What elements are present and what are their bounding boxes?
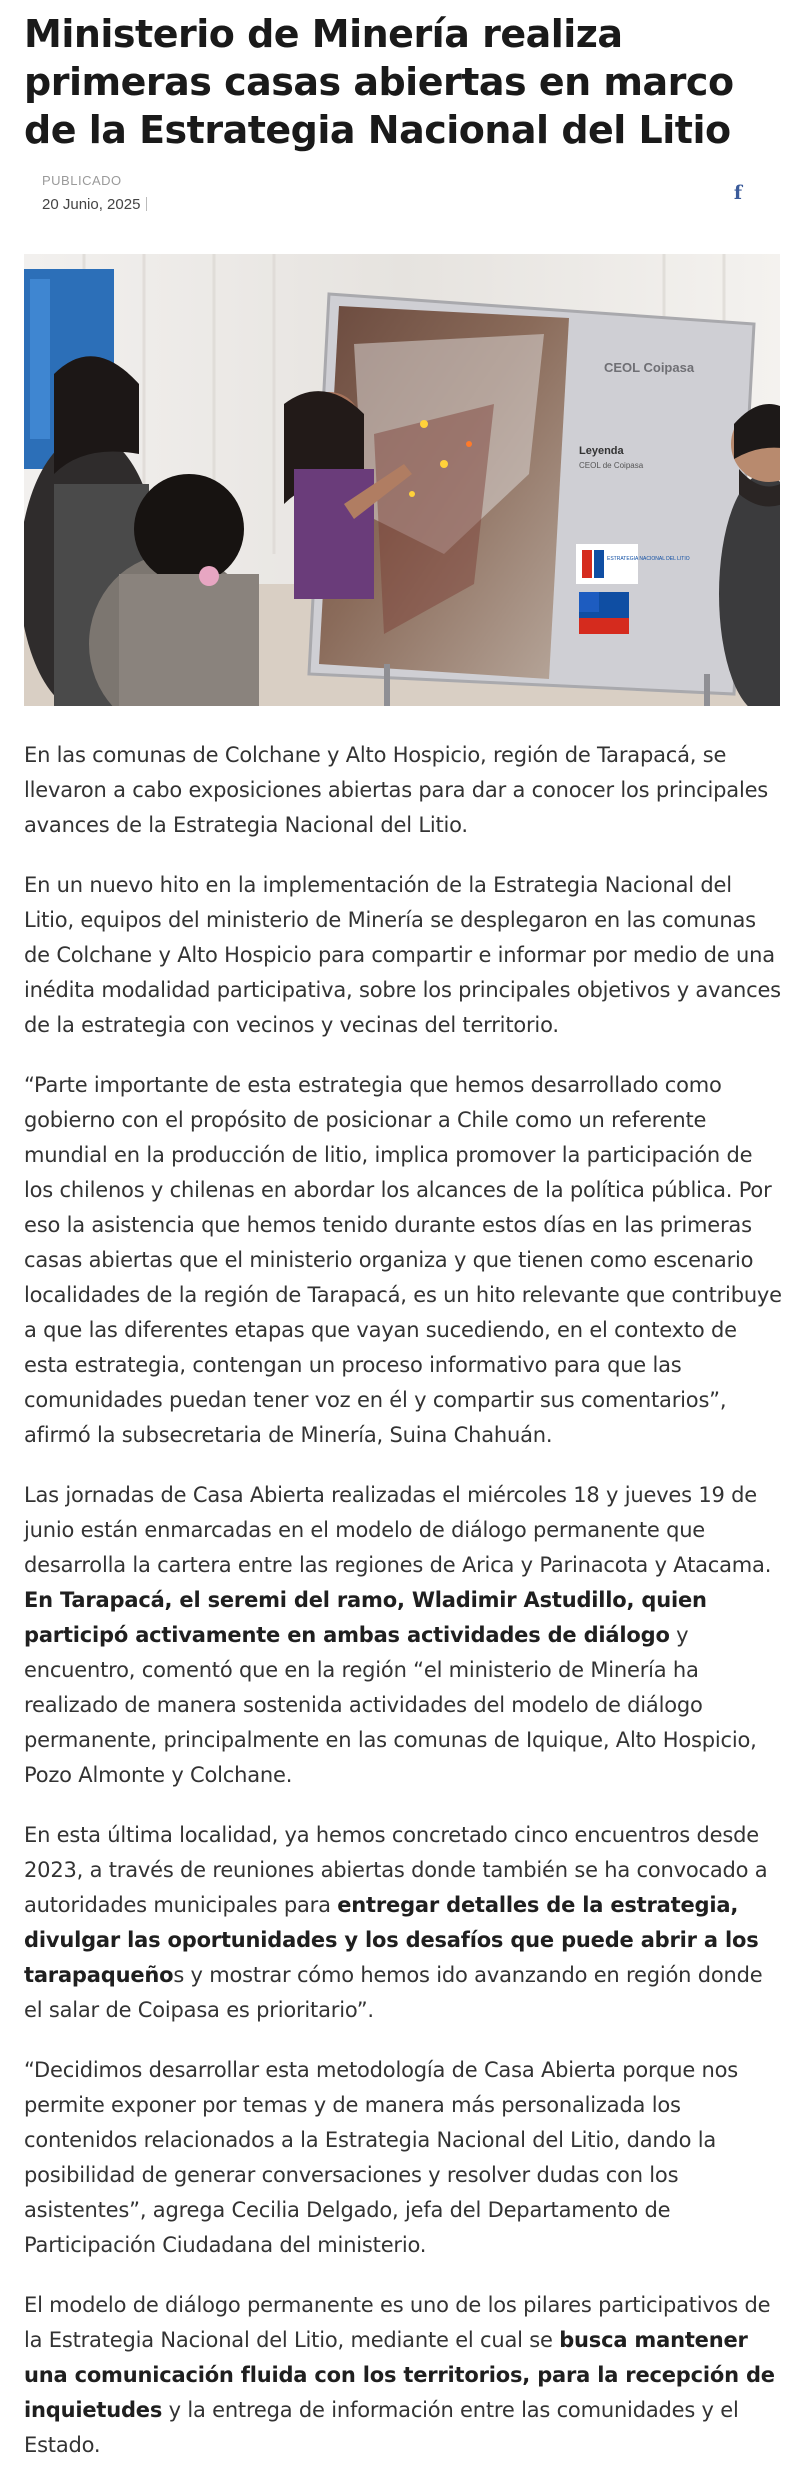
paragraph-4-text-c: y encuentro, comentó que en la región “el ministerio de Minería ha realizado de manera sostenida actividades del modelo de diálogo permanente, principalmente en las comunas de Iquique, Alto Hospicio, Pozo Almonte y Colchane.: [24, 1623, 757, 1787]
paragraph-5-bold: entregar detalles de la estrategia, divulgar las oportunidades y los desafíos que puede abrir a los tarapaqueño: [24, 1893, 759, 1987]
paragraph-4-bold: En Tarapacá, el seremi del ramo, Wladimir Astudillo, quien participó activamente en ambas actividades de diálogo: [24, 1588, 707, 1647]
article-title: Ministerio de Minería realiza primeras casas abiertas en marco de la Estrategia Nacional del Litio: [24, 12, 734, 152]
paragraph-1: En las comunas de Colchane y Alto Hospicio, región de Tarapacá, se llevaron a cabo exposiciones abiertas para dar a conocer los principales avances de la Estrategia Nacional del Litio.: [24, 743, 769, 837]
paragraph-6: “Decidimos desarrollar esta metodología de Casa Abierta porque nos permite exponer por temas y de manera más personalizada los contenidos relacionados a la Estrategia Nacional del Litio, dando la posibilidad de generar conversaciones y resolver dudas con los asistentes”, agrega Cecilia Delgado, jefa del Departamento de Participación Ciudadana del ministerio.: [24, 2058, 739, 2257]
published-label: PUBLICADO: [42, 173, 122, 188]
hero-image: [24, 254, 780, 706]
paragraph-3: “Parte importante de esta estrategia que hemos desarrollado como gobierno con el propósito de posicionar a Chile como un referente mundial en la producción de litio, implica promover la participación de los chilenos y chilenas en abordar los alcances de la política pública. Por eso la asistencia que hemos tenido durante estos días en las primeras casas abiertas que el ministerio organiza y que tienen como escenario localidades de la región de Tarapacá, es un hito relevante que contribuye a que las diferentes etapas que vayan sucediendo, en el contexto de esta estrategia, contengan un proceso informativo para que las comunidades puedan tener voz en él y compartir sus comentarios”, afirmó la subsecretaria de Minería, Suina Chahuán.: [24, 1073, 782, 1447]
paragraph-4-text-a: Las jornadas de Casa Abierta realizadas el miércoles 18 y jueves 19 de junio están enmarcadas en el modelo de diálogo permanente que desarrolla la cartera entre las regiones de Arica y Parinacota y Atacama.: [24, 1483, 772, 1577]
published-date: 20 Junio, 2025: [42, 196, 141, 213]
facebook-icon: f: [733, 182, 743, 204]
board-title-text: CEOL Coipasa: [604, 360, 695, 375]
legend-item-text: CEOL de Coipasa: [579, 461, 644, 470]
paragraph-5-text-a: En esta última localidad, ya hemos concretado cinco encuentros desde 2023, a través de reuniones abiertas donde también se ha convocado a autoridades municipales para: [24, 1823, 768, 1917]
paragraph-7-text-c: y la entrega de información entre las comunidades y el Estado.: [24, 2398, 739, 2457]
paragraph-7-bold: busca mantener una comunicación fluida con los territorios, para la recepción de inquietudes: [24, 2328, 775, 2422]
paragraph-5-text-c: s y mostrar cómo hemos ido avanzando en región donde el salar de Coipasa es prioritario”.: [24, 1963, 763, 2022]
published-date-row: [42, 194, 147, 216]
article-body: [24, 738, 784, 2463]
legend-title-text: Leyenda: [579, 445, 624, 457]
hero-photo-illustration: [24, 254, 780, 706]
paragraph-7-text-a: El modelo de diálogo permanente es uno de los pilares participativos de la Estrategia Nacional del Litio, mediante el cual se: [24, 2293, 771, 2352]
publish-info: [42, 172, 147, 216]
paragraph-4: [24, 1478, 784, 1793]
paragraph-7: [24, 2288, 784, 2463]
article-meta: [24, 172, 776, 242]
facebook-share-button[interactable]: [728, 182, 748, 206]
strategy-logo-text: ESTRATEGIA NACIONAL DEL LITIO: [607, 556, 690, 562]
paragraph-2: En un nuevo hito en la implementación de la Estrategia Nacional del Litio, equipos del ministerio de Minería se desplegaron en las comunas de Colchane y Alto Hospicio para compartir e informar por medio de una inédita modalidad participativa, sobre los principales objetivos y avances de la estrategia con vecinos y vecinas del territorio.: [24, 873, 781, 1037]
date-divider: [146, 197, 147, 211]
paragraph-5: [24, 1818, 784, 2028]
article-page: [0, 10, 800, 2466]
